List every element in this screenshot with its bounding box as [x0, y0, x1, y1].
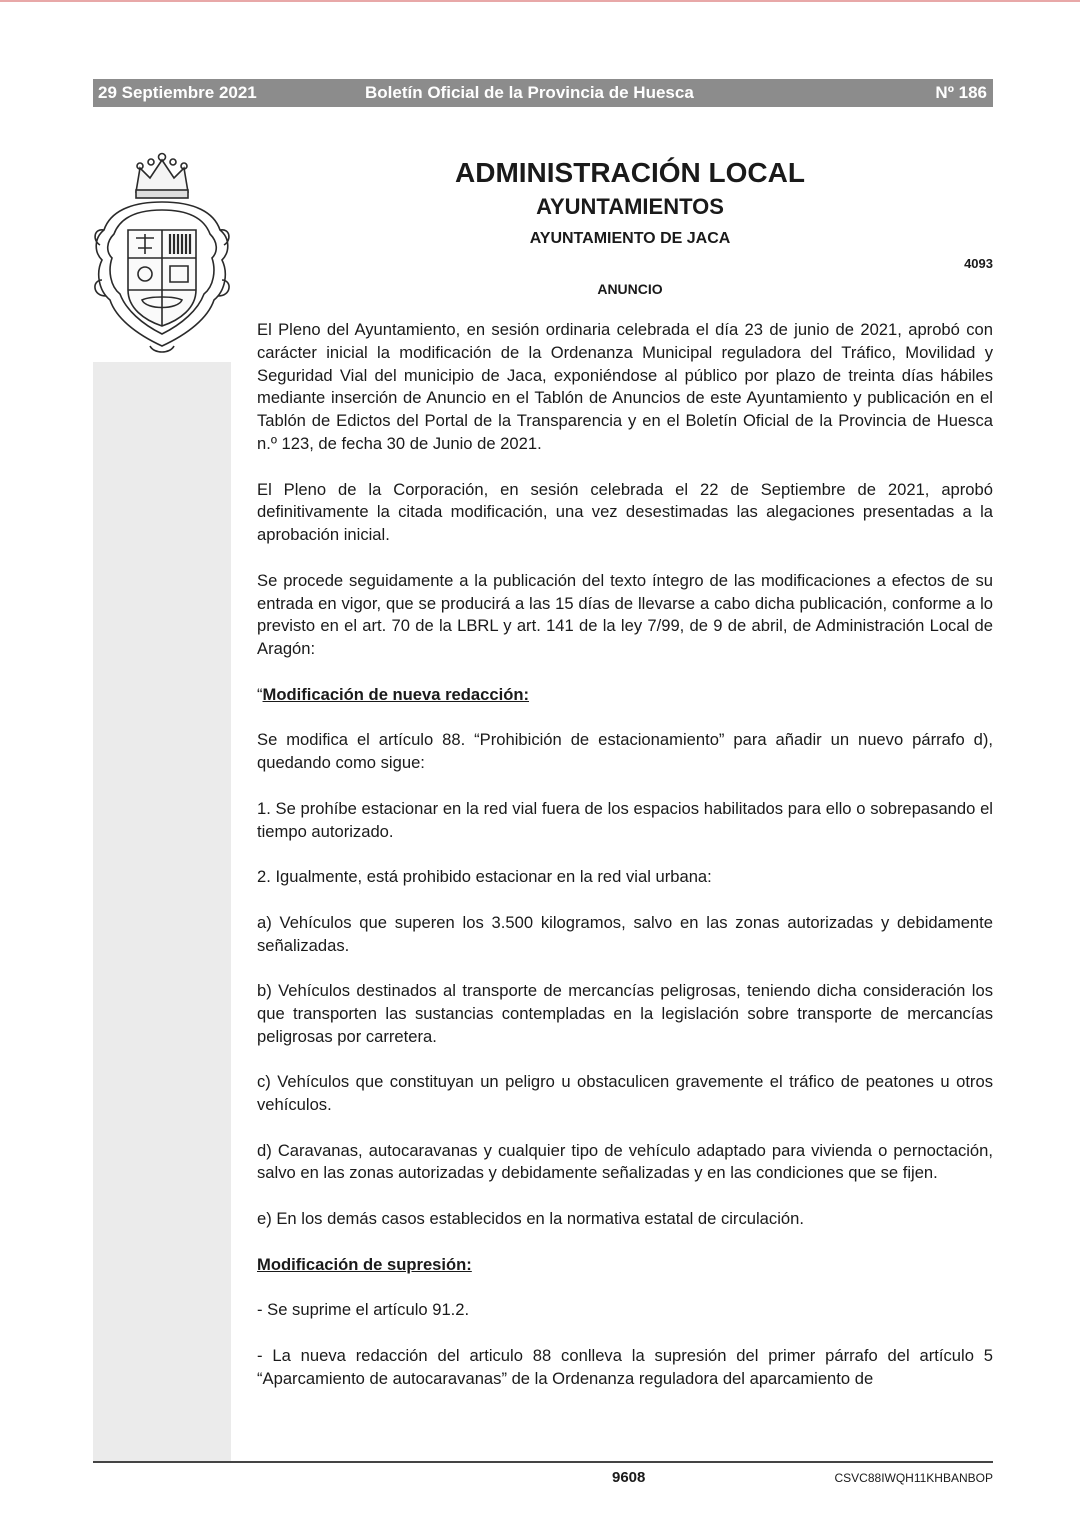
paragraph: b) Vehículos destinados al transporte de mercancías peligrosas, teniendo dicha consideración los que transporten las sustancias contempladas en la legislación sobre transporte de mercancías peligrosas por carretera.	[257, 981, 993, 1046]
section-subtitle: AYUNTAMIENTOS	[536, 194, 724, 219]
paragraph: 1. Se prohíbe estacionar en la red vial fuera de los espacios habilitados para ello o sobrepasando el tiempo autorizado.	[257, 798, 993, 841]
heading-quote: “	[257, 684, 263, 704]
paragraph: El Pleno del Ayuntamiento, en sesión ordinaria celebrada el día 23 de junio de 2021, aprobó con carácter inicial la modificación de la Ordenanza Municipal reguladora del Tráfico, Movilidad y Seguridad Vial del municipio de Jaca, exponiéndose al público por plazo de treinta días hábiles mediante inserción de Anuncio en el Tablón de Anuncios de este Ayuntamiento y publicación en el Tablón de Edictos del Portal de la Transparencia y en el Boletín Oficial de la Provincia de Huesca n.º 123, de fecha 30 de Junio de 2021.	[257, 320, 993, 453]
paragraph: - La nueva redacción del articulo 88 conlleva la supresión del primer párrafo del artículo 5 “Aparcamiento de autocaravanas” de la Ordenanza reguladora del aparcamiento de	[257, 1345, 993, 1388]
paragraph: El Pleno de la Corporación, en sesión celebrada el 22 de Septiembre de 2021, aprobó definitivamente la citada modificación, una vez desestimadas las alegaciones presentadas a la aprobación inicial.	[257, 479, 993, 545]
header-date: 29 Septiembre 2021	[98, 83, 257, 102]
page-number: 9608	[612, 1469, 646, 1486]
entity-name: AYUNTAMIENTO DE JACA	[529, 230, 731, 247]
section-title: ADMINISTRACIÓN LOCAL	[455, 157, 805, 188]
announcement-reference: 4093	[964, 256, 993, 271]
paragraph: d) Caravanas, autocaravanas y cualquier tipo de vehículo adaptado para vivienda o pernoctación, salvo en las zonas autorizadas y debidamente señalizadas y en las condiciones que se fijen.	[257, 1140, 993, 1183]
verification-code: CSVC88IWQH11KHBANBOP	[834, 1471, 993, 1485]
paragraph: Se modifica el artículo 88. “Prohibición de estacionamiento” para añadir un nuevo párrafo d), quedando como sigue:	[257, 730, 993, 773]
header-number: Nº 186	[935, 83, 987, 102]
heading-text: Modificación de nueva redacción:	[262, 684, 530, 704]
doc-type: ANUNCIO	[597, 281, 663, 297]
coat-of-arms-icon	[90, 150, 234, 362]
document-body	[257, 319, 993, 1413]
paragraph: 2. Igualmente, está prohibido estacionar en la red vial urbana:	[257, 867, 712, 887]
paragraph: c) Vehículos que constituyan un peligro u obstaculicen gravemente el tráfico de peatones u otros vehículos.	[257, 1072, 993, 1115]
left-sidebar	[93, 362, 231, 1462]
paragraph: Se procede seguidamente a la publicación del texto íntegro de las modificaciones a efectos de su entrada en vigor, que se producirá a las 15 días de llevarse a cabo dicha publicación, conforme a lo previsto en el art. 70 de la LBRL y art. 141 de la ley 7/99, de 9 de abril, de Administración Local de Aragón:	[257, 570, 993, 659]
section-heading-new	[257, 684, 993, 707]
header-bar	[93, 79, 993, 107]
top-rule	[0, 0, 1080, 2]
section-heading-removal	[257, 1254, 993, 1277]
paragraph: - Se suprime el artículo 91.2.	[257, 1300, 470, 1320]
footer-rule	[93, 1461, 993, 1463]
paragraph: e) En los demás casos establecidos en la normativa estatal de circulación.	[257, 1209, 804, 1229]
heading-text: Modificación de supresión:	[257, 1254, 472, 1274]
header-publication: Boletín Oficial de la Provincia de Huesca	[365, 83, 694, 102]
paragraph: a) Vehículos que superen los 3.500 kilogramos, salvo en las zonas autorizadas y debidamente señalizadas.	[257, 912, 993, 955]
